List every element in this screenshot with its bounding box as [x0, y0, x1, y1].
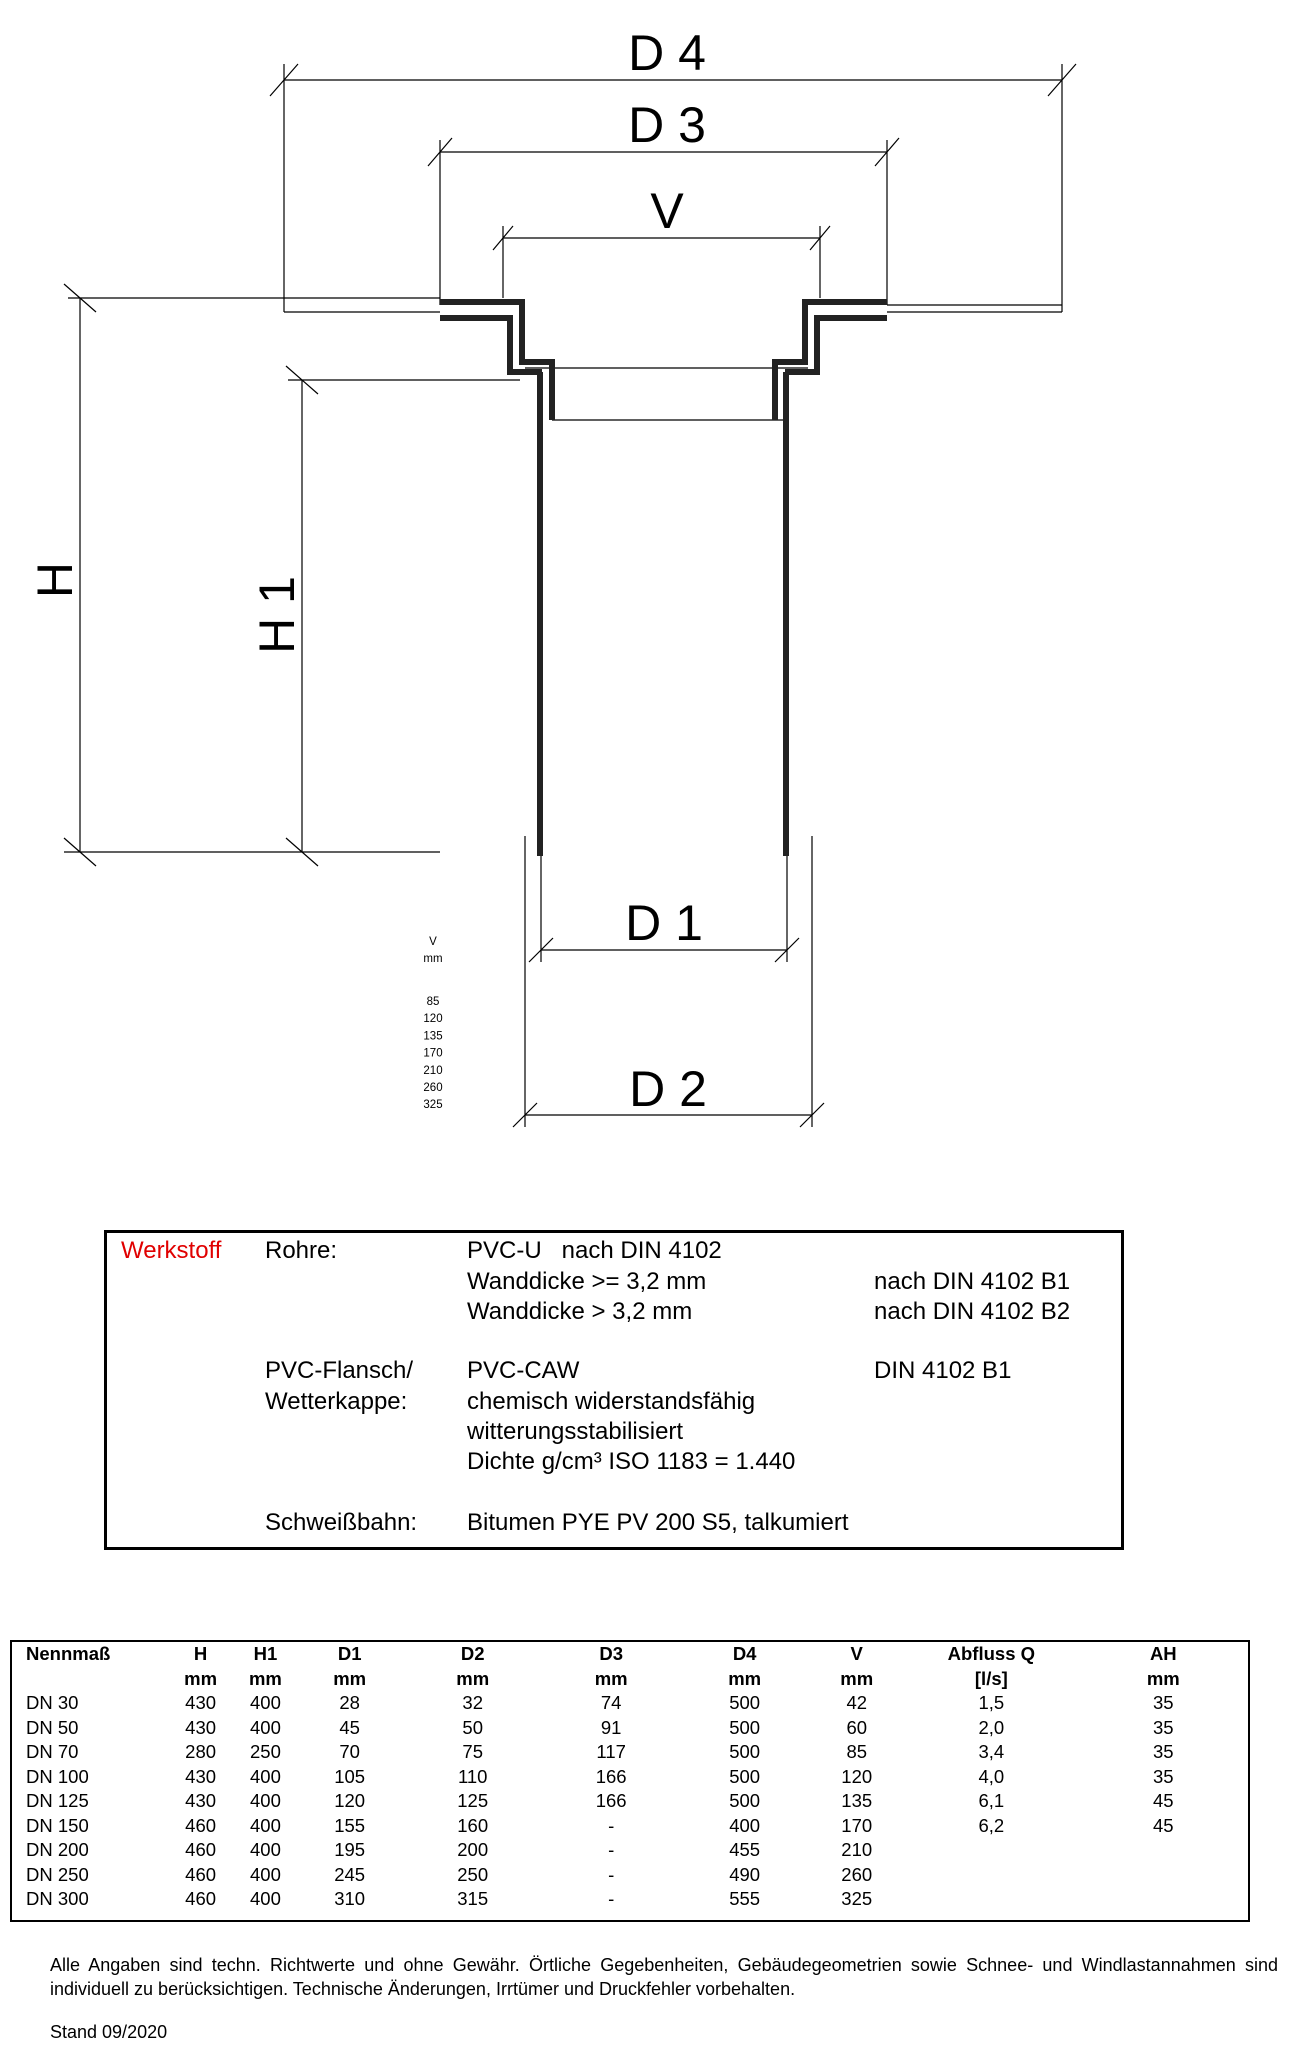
- table-cell: 260: [841, 1863, 873, 1885]
- label-v: V: [650, 183, 684, 239]
- small-v-value: 120: [423, 1013, 443, 1026]
- table-cell: 400: [250, 1888, 281, 1909]
- table-cell: 125: [457, 1790, 489, 1811]
- dimension-lines: [64, 64, 1076, 1127]
- table-cell: 500: [729, 1765, 761, 1787]
- table-cell: 2,0: [978, 1716, 1005, 1738]
- rohre-label: Rohre:: [265, 1237, 338, 1264]
- table-cell: 315: [457, 1888, 489, 1909]
- table-header-row: [12, 1642, 1248, 1667]
- disclaimer: Alle Angaben sind techn. Richtwerte und ohne Gewähr. Örtliche Gegebenheiten, Gebäudegeometrien sowie Schnee- und Windlastannahmen sind individuell zu berücksichtigen. Technische Änderungen, Irrtümer und Druckfehler vorbehalten.: [50, 1955, 1278, 1999]
- table-cell: 117: [596, 1741, 626, 1762]
- table-cell: 75: [462, 1741, 483, 1762]
- small-v-header: V: [429, 936, 437, 948]
- table-cell: 60: [846, 1716, 868, 1738]
- material-heading: Werkstoff: [121, 1237, 222, 1264]
- flansch-line-2: chemisch widerstandsfähig: [467, 1388, 756, 1415]
- table-cell: 32: [462, 1692, 483, 1713]
- table-cell: 4,0: [978, 1765, 1005, 1787]
- label-d1: D 1: [625, 895, 703, 951]
- column-unit: mm: [248, 1667, 282, 1689]
- table-cell: [1079, 1863, 1248, 1888]
- table-cell: 280: [185, 1741, 217, 1762]
- table-cell: 120: [334, 1790, 366, 1811]
- table-cell: 400: [250, 1692, 281, 1713]
- stand-date: Stand 09/2020: [50, 2022, 168, 2042]
- table-cell: DN 200: [26, 1839, 89, 1860]
- table-cell: 195: [334, 1839, 366, 1860]
- rohre-line-2-norm: nach DIN 4102 B1: [874, 1268, 1071, 1295]
- table-cell: 430: [185, 1765, 217, 1787]
- column-unit: mm: [1146, 1667, 1180, 1689]
- table-cell: 3,4: [978, 1741, 1005, 1762]
- table-cell: 400: [250, 1765, 281, 1787]
- rohre-line-3-norm: nach DIN 4102 B2: [874, 1298, 1071, 1325]
- table-cell: 6,2: [978, 1814, 1005, 1836]
- table-cell: 200: [457, 1839, 489, 1860]
- table-cell: DN 125: [26, 1790, 89, 1811]
- label-d3: D 3: [628, 97, 706, 153]
- table-cell: 430: [185, 1692, 217, 1713]
- column-header: V: [850, 1643, 863, 1664]
- column-header: AH: [1149, 1643, 1177, 1664]
- table-cell: DN 70: [26, 1741, 79, 1762]
- table-body: [12, 1691, 1248, 1912]
- dimensions-table: [10, 1640, 1250, 1922]
- table-cell: 460: [185, 1863, 217, 1885]
- table-cell: -: [608, 1814, 615, 1836]
- column-unit: mm: [456, 1667, 490, 1689]
- table-cell: -: [608, 1888, 615, 1909]
- small-v-values: [423, 996, 442, 1111]
- table-cell: 310: [334, 1888, 366, 1909]
- flansch-line-1: PVC-CAW: [467, 1357, 580, 1384]
- table-row: [12, 1863, 1248, 1888]
- table-cell: [904, 1838, 1079, 1863]
- table-cell: DN 100: [26, 1765, 89, 1787]
- rohre-line-3: Wanddicke > 3,2 mm: [467, 1298, 693, 1325]
- schweiss-label: Schweißbahn:: [265, 1509, 418, 1536]
- table-cell: 245: [334, 1863, 366, 1885]
- table-cell: 35: [1153, 1692, 1174, 1713]
- table-cell: 6,1: [978, 1790, 1005, 1811]
- column-header: D2: [460, 1643, 485, 1664]
- table-cell: 460: [185, 1814, 217, 1836]
- table-cell: 45: [1153, 1790, 1174, 1811]
- column-header: D1: [337, 1643, 362, 1664]
- small-v-value: 325: [423, 1099, 443, 1112]
- table-cell: 400: [250, 1790, 281, 1811]
- table-row: [12, 1765, 1248, 1790]
- small-v-value: 135: [423, 1030, 443, 1043]
- table-cell: 110: [457, 1765, 488, 1787]
- table-unit-row: [12, 1667, 1248, 1692]
- label-d2: D 2: [629, 1061, 707, 1117]
- table-cell: 500: [729, 1692, 761, 1713]
- column-header: D3: [599, 1643, 623, 1664]
- rohre-line-1: PVC-U nach DIN 4102: [467, 1237, 722, 1264]
- table-cell: 42: [846, 1692, 868, 1713]
- table-cell: DN 50: [26, 1716, 79, 1738]
- table-row: [12, 1691, 1248, 1716]
- small-v-value: 210: [423, 1064, 443, 1077]
- table-cell: 500: [729, 1790, 761, 1811]
- table-row: [12, 1789, 1248, 1814]
- material-box: [104, 1230, 1124, 1550]
- table-cell: 155: [334, 1814, 366, 1836]
- schweiss-value: Bitumen PYE PV 200 S5, talkumiert: [467, 1509, 849, 1536]
- column-unit: [12, 1667, 167, 1692]
- column-unit: mm: [840, 1667, 874, 1689]
- small-v-value: 260: [423, 1082, 443, 1094]
- table-cell: 135: [841, 1790, 873, 1811]
- table-cell: 1,5: [978, 1692, 1005, 1713]
- table-cell: 105: [334, 1765, 366, 1787]
- pipe-profile: [440, 302, 887, 856]
- flansch-line-3: witterungsstabilisiert: [467, 1418, 684, 1445]
- table-cell: 70: [339, 1741, 360, 1762]
- table-cell: 166: [595, 1790, 627, 1811]
- table-cell: 490: [729, 1863, 761, 1885]
- table-cell: 160: [457, 1814, 489, 1836]
- table-cell: 460: [185, 1839, 217, 1860]
- table-cell: 28: [339, 1692, 360, 1713]
- table-cell: DN 30: [26, 1692, 79, 1713]
- table-cell: 35: [1153, 1741, 1174, 1762]
- small-v-value: 85: [426, 996, 440, 1008]
- table-cell: DN 300: [26, 1888, 89, 1909]
- table-cell: 400: [250, 1716, 281, 1738]
- table-cell: 400: [250, 1814, 281, 1836]
- column-header: Abfluss Q: [947, 1643, 1036, 1664]
- table-cell: 91: [600, 1716, 622, 1738]
- flansch-label-2: Wetterkappe:: [265, 1388, 408, 1415]
- column-unit: mm: [728, 1667, 762, 1689]
- label-d4: D 4: [628, 25, 706, 81]
- rohre-line-2: Wanddicke >= 3,2 mm: [467, 1268, 707, 1295]
- table-cell: 35: [1153, 1765, 1174, 1787]
- column-header: H1: [253, 1643, 278, 1664]
- table-row: [12, 1716, 1248, 1741]
- table-cell: 430: [185, 1790, 217, 1811]
- table-cell: [904, 1887, 1079, 1912]
- table-cell: DN 250: [26, 1863, 89, 1885]
- table-cell: 430: [185, 1716, 217, 1738]
- table-cell: 500: [729, 1741, 761, 1762]
- table-cell: 85: [846, 1741, 868, 1762]
- table-cell: [1079, 1838, 1248, 1863]
- table-cell: 555: [729, 1888, 761, 1909]
- table-cell: 50: [462, 1716, 483, 1738]
- column-header: D4: [732, 1643, 757, 1664]
- table-cell: 400: [729, 1814, 761, 1836]
- table-row: [12, 1740, 1248, 1765]
- label-h: H: [27, 561, 83, 599]
- small-v-unit: mm: [423, 953, 443, 965]
- table-row: [12, 1814, 1248, 1839]
- table-cell: 400: [250, 1839, 281, 1860]
- column-unit: mm: [333, 1667, 367, 1689]
- column-unit: mm: [184, 1667, 218, 1689]
- table-cell: 170: [841, 1814, 873, 1836]
- table-cell: 460: [185, 1888, 217, 1909]
- table-cell: 120: [841, 1765, 873, 1787]
- table-cell: -: [608, 1839, 615, 1860]
- table-cell: 250: [250, 1741, 281, 1762]
- table-cell: [1079, 1887, 1248, 1912]
- table-row: [12, 1838, 1248, 1863]
- table-cell: 455: [729, 1839, 761, 1860]
- table-cell: 45: [339, 1716, 360, 1738]
- flansch-label-1: PVC-Flansch/: [265, 1357, 414, 1384]
- small-v-value: 170: [423, 1047, 443, 1060]
- table-cell: 45: [1153, 1814, 1174, 1836]
- table-cell: DN 150: [26, 1814, 89, 1836]
- column-unit: [l/s]: [974, 1667, 1008, 1689]
- table-cell: 74: [600, 1692, 622, 1713]
- table-row: [12, 1887, 1248, 1912]
- table-cell: 35: [1153, 1716, 1174, 1738]
- table-cell: 210: [841, 1839, 873, 1860]
- table-cell: 400: [250, 1863, 281, 1885]
- table-cell: 325: [841, 1888, 873, 1909]
- column-header: Nennmaß: [26, 1643, 111, 1664]
- column-header: H: [193, 1643, 208, 1664]
- table-cell: 500: [729, 1716, 761, 1738]
- label-h1: H 1: [249, 576, 305, 654]
- table-cell: 250: [457, 1863, 489, 1885]
- table-cell: [904, 1863, 1079, 1888]
- table-cell: -: [608, 1863, 615, 1885]
- flansch-line-4: Dichte g/cm³ ISO 1183 = 1.440: [467, 1448, 796, 1475]
- flansch-line-1-norm: DIN 4102 B1: [874, 1357, 1012, 1384]
- table-cell: 166: [595, 1765, 627, 1787]
- column-unit: mm: [594, 1667, 628, 1689]
